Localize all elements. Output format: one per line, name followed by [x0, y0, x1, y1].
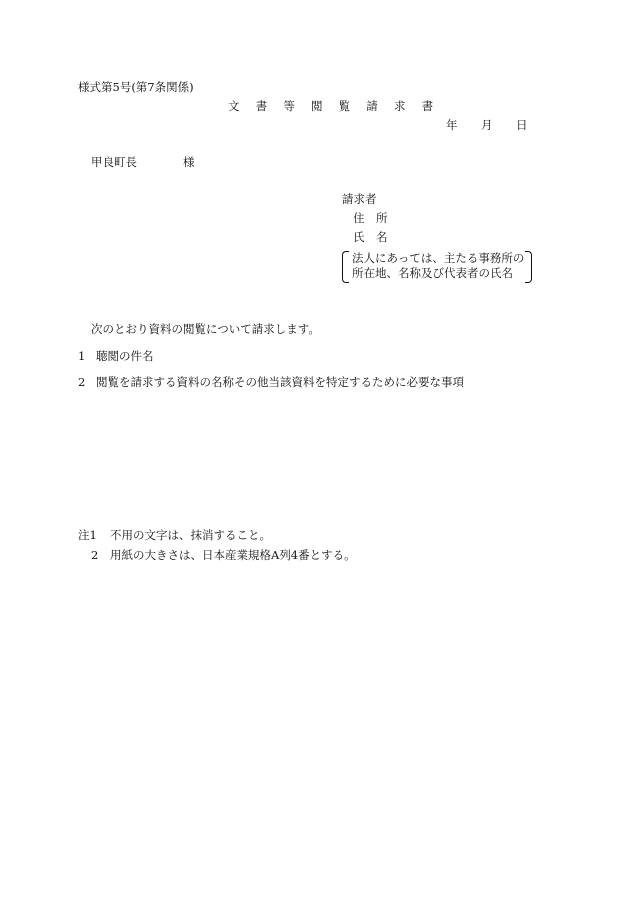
- title-char: 文: [228, 99, 240, 113]
- note-number: 2: [91, 548, 99, 562]
- date-day-label: 日: [516, 118, 528, 132]
- note-text: 用紙の大きさは、日本産業規格A列4番とする。: [110, 548, 356, 562]
- title-char: 閲: [310, 99, 323, 113]
- addressee-honorific: 様: [183, 155, 195, 169]
- title-char: 書: [421, 99, 434, 113]
- title-char: 覧: [338, 99, 351, 113]
- corporate-note-line2: 所在地、名称及び代表者の氏名: [352, 266, 513, 280]
- title-char: 求: [393, 99, 406, 113]
- item-number: 2: [78, 375, 86, 389]
- date-year-label: 年: [446, 118, 458, 132]
- corporate-note-line1: 法人にあっては、主たる事務所の: [352, 251, 525, 265]
- corporate-note: [342, 251, 532, 281]
- right-bracket: [525, 251, 532, 283]
- title-char: 書: [255, 99, 268, 113]
- date-month-label: 月: [481, 118, 493, 132]
- name-label: 氏 名: [353, 230, 388, 244]
- form-number: 様式第5号(第7条関係): [78, 80, 194, 94]
- body-text: 次のとおり資料の閲覧について請求します。: [91, 322, 320, 336]
- document-title: [228, 101, 446, 113]
- addressee-name: 甲良町長: [91, 155, 137, 169]
- requester-label: 請求者: [342, 192, 377, 206]
- address-label: 住 所: [353, 211, 388, 225]
- left-bracket: [342, 251, 349, 283]
- note-text: 不用の文字は、抹消すること。: [110, 528, 271, 542]
- notes-label: 注1: [78, 528, 97, 542]
- item-text: 聴閲の件名: [96, 349, 154, 363]
- item-text: 閲覧を請求する資料の名称その他当該資料を特定するために必要な事項: [96, 375, 464, 389]
- title-char: 等: [283, 99, 295, 113]
- item-number: 1: [78, 349, 86, 363]
- title-char: 請: [366, 99, 378, 113]
